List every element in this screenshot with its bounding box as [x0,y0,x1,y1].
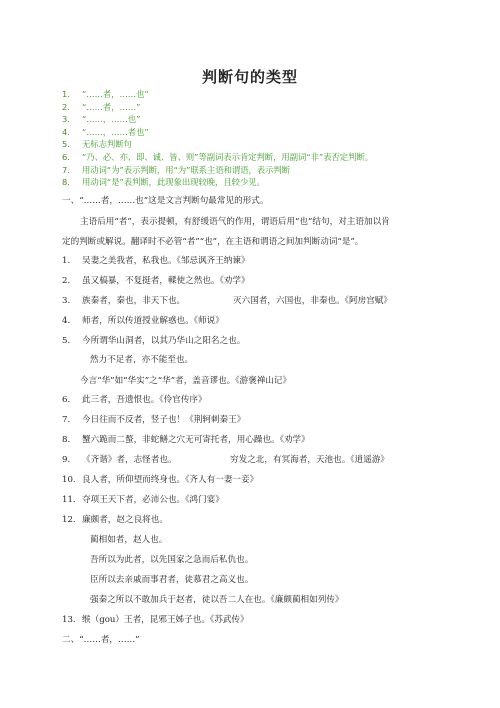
item-text: “乃、必、亦、即、诚、皆、则”等副词表示肯定判断，用副词“非”表否定判断。 [82,151,373,162]
section-label: 一、 [62,196,80,206]
item-number: 6. [62,151,70,162]
example-number: 9. [62,455,71,465]
outline-item [62,164,373,177]
example-line [62,494,224,506]
item-number: 3. [62,114,70,125]
example-number: 5. [62,336,71,346]
example-text: 此三者，吾遗恨也。《伶官传序》 [82,395,207,405]
item-text: 无标志判断句 [82,139,132,150]
outline-item [62,126,373,139]
example-line [62,414,245,426]
example-line [62,434,310,446]
section-label: 二、 [62,635,80,645]
example-text: 缑（gou）王者，昆邪王姊子也。《苏武传》 [82,615,249,625]
item-text: “……，……者也” [82,126,149,137]
example-line [62,255,250,267]
example-number: 13. [62,615,76,625]
example-number: 6. [62,395,71,405]
example-text-continued: 灭六国者，六国也，非秦也。《阿房宫赋》 [233,296,392,306]
example-text: 虽又槁暴，不复挺者，輮使之然也。《劝学》 [82,276,250,286]
item-text: “……，……也” [82,114,141,125]
example-continuation: 吾所以为此者，以先国家之急而后私仇也。 [90,555,254,565]
example-line [62,335,245,347]
outline-item [62,113,373,126]
outline-item [62,176,373,189]
item-text: 用动词“是”表判断，此现象出现较晚，且较少见。 [82,177,265,188]
page-title: 判断句的类型 [201,68,298,86]
example-continuation: 强秦之所以不敢加兵于赵者，徒以吾二人在也。《廉颇蔺相如列传》 [90,595,344,605]
example-text: 夺项王天下者，必沛公也。《鸿门宴》 [82,495,224,505]
example-line [62,474,258,486]
section-text: “……者，……” [79,635,140,645]
outline-item [62,101,373,114]
example-text: 廉颇者，赵之良将也。 [82,515,168,525]
example-number: 4. [62,316,71,326]
example-number: 3. [62,296,71,306]
example-number: 7. [62,415,71,425]
item-text: 用动词“为”表示判断，用“为”联系主语和谓语，表示判断 [82,164,291,175]
example-number: 1. [62,256,71,266]
example-line [62,315,224,327]
outline-list [62,88,373,189]
example-line [62,614,249,626]
example-line [62,514,168,526]
example-number: 2. [62,276,71,286]
example-number: 8. [62,435,71,445]
example-text: 族秦者，秦也，非天下也。 [82,296,186,306]
item-text: “……者，……” [82,101,141,112]
intro-paragraph-line: 定的判断或解说。翻译时不必管“者”“也”，在主语和谓语之间加判断动词“是”。 [62,237,364,247]
example-text: 今所谓华山洞者，以其乃华山之阳名之也。 [82,336,246,346]
item-number: 8. [62,177,70,188]
example-text: 今日往而不反者，竖子也！《荆轲刺秦王》 [82,415,246,425]
example-line [62,275,250,287]
example-text: 《齐谐》者，志怪者也。 [82,455,177,465]
section-heading [62,634,140,646]
example-number: 10. [62,475,76,485]
example-line [62,454,177,466]
section-text: “……者，……也”这是文言判断句最常见的形式。 [79,196,269,206]
outline-item [62,88,373,101]
example-continuation: 臣所以去亲戚而事君者，徒慕君之高义也。 [90,575,254,585]
item-text: “……者，……也” [82,89,149,99]
item-number: 5. [62,139,70,150]
outline-item [62,151,373,164]
item-number: 4. [62,126,70,137]
example-text: 师者，所以传道授业解惑也。《师说》 [82,316,224,326]
example-number: 11. [62,495,76,505]
outline-item [62,138,373,151]
section-heading [62,195,268,207]
example-text: 良人者，所仰望而终身也。《齐人有一妻一妾》 [82,475,259,485]
item-number: 2. [62,101,70,112]
item-number: 7. [62,164,70,175]
example-line [62,394,207,406]
item-number: 1. [62,89,70,99]
example-line [62,295,185,307]
example-number: 12. [62,515,76,525]
intro-paragraph-line: 主语后用“者”，表示提顿，有舒缓语气的作用，谓语后用“也”结句，对主语加以肯 [80,217,390,227]
example-text-continued: 穷发之北，有冥海者，天池也。《逍遥游》 [230,455,389,465]
example-text: 蟹六跪而二螯，非蛇鳝之穴无可寄托者，用心躁也。《劝学》 [82,435,310,445]
example-continuation: 蔺相如者，赵人也。 [90,535,168,545]
example-continuation: 今言“华”如“华实”之“华”者，盖音谬也。《游褒禅山记》 [80,376,292,386]
example-text: 吴妻之美我者，私我也。《邹忌讽齐王纳谏》 [82,256,250,266]
example-continuation: 然力不足者，亦不能至也。 [90,355,194,365]
